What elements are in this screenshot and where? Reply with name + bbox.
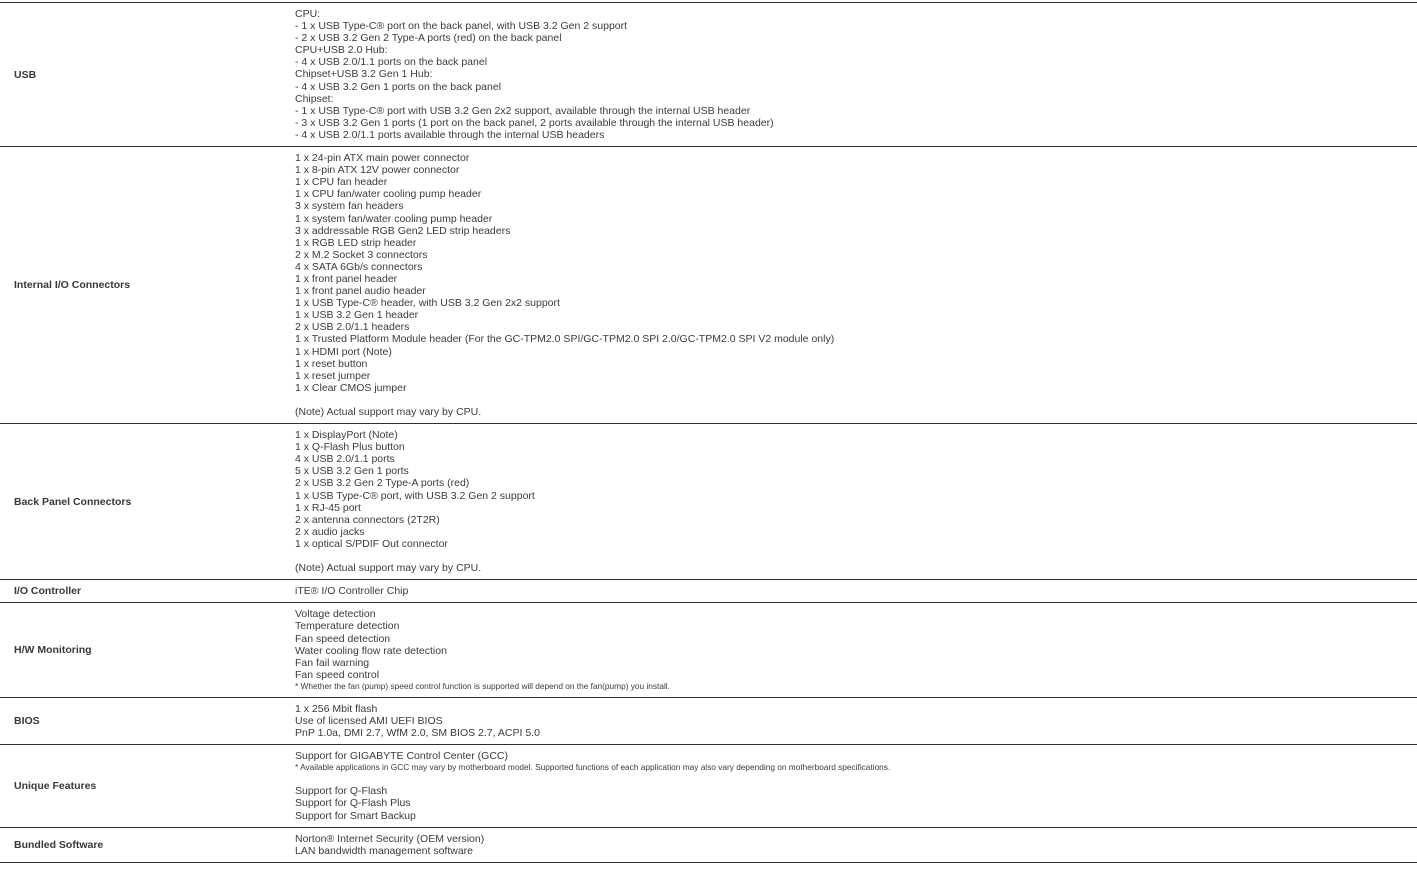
row-content [295, 580, 1417, 602]
spec-line: 1 x USB Type-C® port, with USB 3.2 Gen 2 support [295, 489, 535, 502]
spec-line: 1 x Q-Flash Plus button [295, 441, 405, 454]
table-row [0, 147, 1417, 424]
spec-line: (Note) Actual support may vary by CPU. [295, 406, 482, 418]
spec-line: 1 x Clear CMOS jumper [295, 381, 407, 394]
spec-line: 1 x optical S/PDIF Out connector [295, 537, 448, 550]
row-content [295, 147, 1417, 423]
spec-line: - 4 x USB 3.2 Gen 1 ports on the back panel [295, 80, 502, 93]
spec-line: 2 x M.2 Socket 3 connectors [295, 248, 428, 261]
spec-line: Temperature detection [295, 620, 400, 633]
spec-table [0, 2, 1417, 863]
spec-line: 1 x system fan/water cooling pump header [295, 212, 493, 225]
spec-line: Use of licensed AMI UEFI BIOS [295, 714, 443, 727]
row-label: H/W Monitoring [14, 644, 92, 657]
row-content [295, 698, 1417, 744]
spec-line: 4 x SATA 6Gb/s connectors [295, 260, 423, 273]
row-content [295, 745, 1417, 826]
spec-line: PnP 1.0a, DMI 2.7, WfM 2.0, SM BIOS 2.7, ACPI 5.0 [295, 727, 540, 740]
spec-line: 1 x 24-pin ATX main power connector [295, 152, 470, 165]
spec-line: 1 x RJ-45 port [295, 501, 361, 514]
spec-line: 1 x reset jumper [295, 369, 371, 382]
spec-line: Fan speed control [295, 668, 380, 681]
table-row [0, 3, 1417, 147]
spec-line [295, 773, 1407, 785]
row-label: I/O Controller [14, 585, 82, 598]
row-label: USB [14, 68, 37, 81]
spec-line: Chipset+USB 3.2 Gen 1 Hub: [295, 68, 433, 81]
spec-line: 2 x USB 3.2 Gen 2 Type-A ports (red) [295, 477, 470, 490]
spec-line: iTE® I/O Controller Chip [295, 585, 409, 598]
spec-line: Support for Smart Backup [295, 809, 416, 822]
row-content [295, 424, 1417, 579]
spec-line: 5 x USB 3.2 Gen 1 ports [295, 465, 409, 478]
spec-line: 1 x CPU fan/water cooling pump header [295, 188, 482, 201]
spec-line: 1 x RGB LED strip header [295, 236, 417, 249]
spec-line: 1 x CPU fan header [295, 176, 388, 189]
spec-line: 1 x 8-pin ATX 12V power connector [295, 164, 460, 177]
row-label: Bundled Software [14, 838, 104, 851]
spec-line: Chipset: [295, 92, 334, 105]
spec-line: CPU+USB 2.0 Hub: [295, 44, 388, 57]
row-content [295, 3, 1417, 146]
spec-line [295, 394, 1407, 406]
spec-line: 1 x front panel audio header [295, 285, 426, 298]
table-row [0, 745, 1417, 827]
spec-line: - 1 x USB Type-C® port on the back panel, with USB 3.2 Gen 2 support [295, 20, 628, 33]
spec-line: (Note) Actual support may vary by CPU. [295, 562, 482, 575]
spec-line: Fan speed detection [295, 632, 391, 645]
spec-line [295, 550, 1407, 562]
spec-line: Support for Q-Flash Plus [295, 797, 411, 810]
spec-line: 4 x USB 2.0/1.1 ports [295, 453, 395, 466]
spec-line: 1 x DisplayPort (Note) [295, 429, 398, 442]
spec-line: 1 x USB Type-C® header, with USB 3.2 Gen 2x2 support [295, 297, 560, 310]
row-content [295, 603, 1417, 697]
spec-line: Norton® Internet Security (OEM version) [295, 832, 485, 845]
spec-line: 1 x 256 Mbit flash [295, 702, 378, 715]
spec-line: - 3 x USB 3.2 Gen 1 ports (1 port on the back panel, 2 ports available through the internal USB header) [295, 116, 774, 129]
spec-line: 1 x reset button [295, 357, 368, 370]
spec-line: - 2 x USB 3.2 Gen 2 Type-A ports (red) on the back panel [295, 32, 562, 45]
spec-line: CPU: [295, 8, 321, 20]
spec-line: Water cooling flow rate detection [295, 644, 447, 657]
spec-line: - 1 x USB Type-C® port with USB 3.2 Gen 2x2 support, available through the internal USB header [295, 104, 751, 117]
spec-line: 3 x system fan headers [295, 200, 404, 213]
spec-line: 1 x USB 3.2 Gen 1 header [295, 309, 419, 322]
spec-line: * Available applications in GCC may vary by motherboard model. Supported functions of each application may also vary depending on motherboard specifications. [295, 762, 891, 773]
spec-line: Support for Q-Flash [295, 785, 388, 798]
spec-line: 2 x antenna connectors (2T2R) [295, 513, 440, 526]
row-label: Internal I/O Connectors [14, 279, 131, 292]
spec-line: Fan fail warning [295, 656, 370, 669]
spec-line: 1 x Trusted Platform Module header (For the GC-TPM2.0 SPI/GC-TPM2.0 SPI 2.0/GC-TPM2.0 SPI V2 module only) [295, 333, 835, 346]
spec-line: - 4 x USB 2.0/1.1 ports available through the internal USB headers [295, 128, 605, 141]
spec-line: 2 x USB 2.0/1.1 headers [295, 321, 410, 334]
table-row [0, 828, 1417, 863]
spec-line: 3 x addressable RGB Gen2 LED strip headers [295, 224, 511, 237]
table-row [0, 603, 1417, 698]
spec-line: Voltage detection [295, 608, 376, 621]
spec-line: LAN bandwidth management software [295, 844, 474, 857]
table-row [0, 424, 1417, 580]
spec-line: 2 x audio jacks [295, 525, 365, 538]
spec-line: Support for GIGABYTE Control Center (GCC) [295, 750, 508, 763]
row-label: Unique Features [14, 779, 97, 792]
row-content [295, 828, 1417, 862]
spec-line: * Whether the fan (pump) speed control function is supported will depend on the fan(pump) you install. [295, 680, 670, 691]
row-label: BIOS [14, 715, 40, 728]
row-label: Back Panel Connectors [14, 495, 132, 508]
table-row [0, 698, 1417, 745]
spec-line: 1 x front panel header [295, 272, 398, 285]
spec-line: 1 x HDMI port (Note) [295, 345, 392, 358]
table-row [0, 580, 1417, 603]
spec-line: - 4 x USB 2.0/1.1 ports on the back panel [295, 56, 488, 69]
